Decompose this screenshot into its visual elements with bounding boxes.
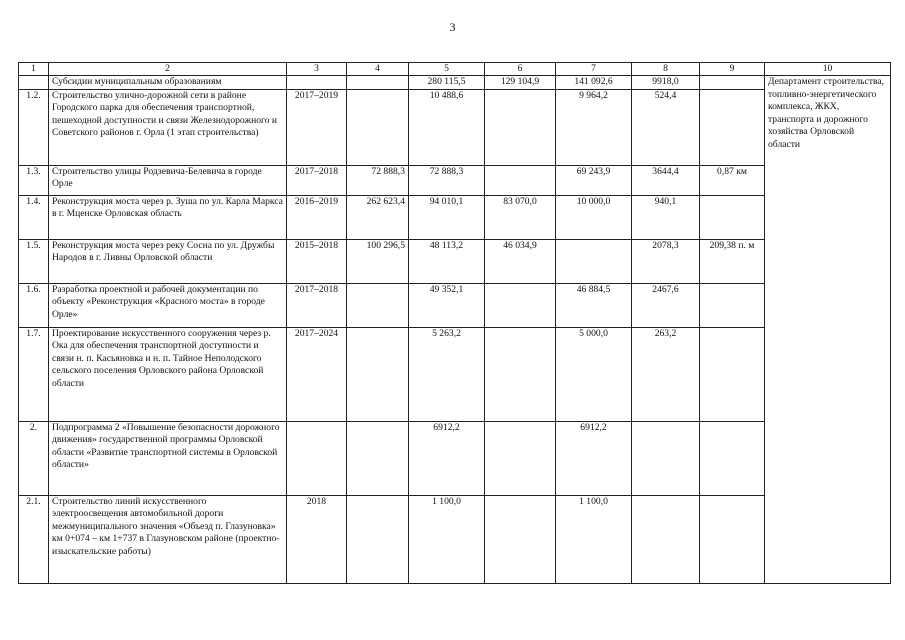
row-period: 2017–2018 [287,283,347,327]
row-period: 2017–2018 [287,165,347,195]
cell-col9 [700,495,765,583]
cell-col5: 280 115,5 [409,76,485,90]
row-name: Субсидии муниципальным образованиям [49,76,287,90]
row-period [287,421,347,495]
cell-col8: 940,1 [632,195,700,239]
cell-col5: 48 113,2 [409,239,485,283]
table-row [19,421,891,495]
cell-col7: 5 000,0 [556,327,632,421]
row-name: Строительство улицы Родзевича-Белевича в городе Орле [49,165,287,195]
row-period: 2016–2019 [287,195,347,239]
column-header: 2 [49,63,287,76]
cell-col4: 100 296,5 [347,239,409,283]
column-header: 8 [632,63,700,76]
program-table [18,62,891,584]
cell-col9: 0,87 км [700,165,765,195]
row-number: 2. [19,421,49,495]
row-name: Строительство линий искусственного электроосвещения автомобильной дороги межмуниципального значения «Объезд п. Глазуновка» км 0+074 – км 1+737 в Глазуновском районе (проектно-изыскательские работы) [49,495,287,583]
cell-col7: 46 884,5 [556,283,632,327]
row-number: 1.6. [19,283,49,327]
cell-col6 [485,165,556,195]
cell-col4 [347,89,409,165]
table-row [19,327,891,421]
row-period: 2015–2018 [287,239,347,283]
cell-col9: 209,38 п. м [700,239,765,283]
row-number: 2.1. [19,495,49,583]
column-header: 7 [556,63,632,76]
cell-col8 [632,495,700,583]
cell-col4: 72 888,3 [347,165,409,195]
cell-col8: 524,4 [632,89,700,165]
page-number: 3 [449,20,456,34]
column-header: 10 [765,63,891,76]
row-period: 2017–2019 [287,89,347,165]
table-row [19,195,891,239]
cell-col4: 262 623,4 [347,195,409,239]
cell-col7: 10 000,0 [556,195,632,239]
cell-col6 [485,327,556,421]
cell-col6 [485,89,556,165]
row-name: Строительство улично-дорожной сети в районе Городского парка для обеспечения транспортной, пешеходной доступности и связи Железнодорожного и Советского районов г. Орла (1 этап строительства) [49,89,287,165]
row-number: 1.3. [19,165,49,195]
cell-col5: 5 263,2 [409,327,485,421]
cell-col6 [485,421,556,495]
column-header: 5 [409,63,485,76]
cell-col5: 6912,2 [409,421,485,495]
column-header: 4 [347,63,409,76]
cell-col7: 141 092,6 [556,76,632,90]
row-name: Подпрограмма 2 «Повышение безопасности дорожного движения» государственной программы Орловской области «Развитие транспортной системы в Орловской области» [49,421,287,495]
table-row [19,89,891,165]
row-number: 1.2. [19,89,49,165]
cell-col8 [632,421,700,495]
column-header: 3 [287,63,347,76]
cell-col8: 3644,4 [632,165,700,195]
row-number: 1.7. [19,327,49,421]
cell-col6 [485,495,556,583]
cell-col7: 6912,2 [556,421,632,495]
row-period: 2018 [287,495,347,583]
cell-col8: 2078,3 [632,239,700,283]
table-row [19,495,891,583]
cell-col8: 263,2 [632,327,700,421]
table-row [19,165,891,195]
cell-col4 [347,495,409,583]
cell-col6 [485,283,556,327]
row-number [19,76,49,90]
column-header: 9 [700,63,765,76]
cell-col5: 72 888,3 [409,165,485,195]
cell-col5: 94 010,1 [409,195,485,239]
row-name: Проектирование искусственного сооружения через р. Ока для обеспечения транспортной доступности и связи н. п. Касьяновка и н. п. Тайное Неполодского сельского поселения Орловского района Орловской области [49,327,287,421]
cell-col9 [700,195,765,239]
cell-col4 [347,76,409,90]
cell-col9 [700,76,765,90]
cell-col7: 1 100,0 [556,495,632,583]
row-number: 1.4. [19,195,49,239]
cell-col9 [700,283,765,327]
cell-col7: 9 964,2 [556,89,632,165]
cell-col4 [347,421,409,495]
cell-col7 [556,239,632,283]
row-name: Реконструкция моста через р. Зуша по ул. Карла Маркса в г. Мценске Орловская область [49,195,287,239]
table-row [19,76,891,90]
cell-col8: 9918,0 [632,76,700,90]
table-row [19,239,891,283]
row-name: Разработка проектной и рабочей документации по объекту «Реконструкция «Красного моста» в городе Орле» [49,283,287,327]
header-row [19,63,891,76]
cell-col6: 83 070,0 [485,195,556,239]
row-period [287,76,347,90]
cell-col9 [700,89,765,165]
table-row [19,283,891,327]
cell-col7: 69 243,9 [556,165,632,195]
cell-col8: 2467,6 [632,283,700,327]
row-period: 2017–2024 [287,327,347,421]
row-name: Реконструкция моста через реку Сосна по ул. Дружбы Народов в г. Ливны Орловской области [49,239,287,283]
cell-col5: 10 488,6 [409,89,485,165]
cell-col5: 49 352,1 [409,283,485,327]
column-header: 1 [19,63,49,76]
cell-col9 [700,327,765,421]
column-header: 6 [485,63,556,76]
cell-col9 [700,421,765,495]
row-number: 1.5. [19,239,49,283]
cell-col6: 46 034,9 [485,239,556,283]
cell-col4 [347,283,409,327]
cell-col4 [347,327,409,421]
cell-col6: 129 104,9 [485,76,556,90]
responsible-department: Департамент строительства, топливно-энергетического комплекса, ЖКХ, транспорта и дорожного хозяйства Орловской области [765,76,891,584]
cell-col5: 1 100,0 [409,495,485,583]
